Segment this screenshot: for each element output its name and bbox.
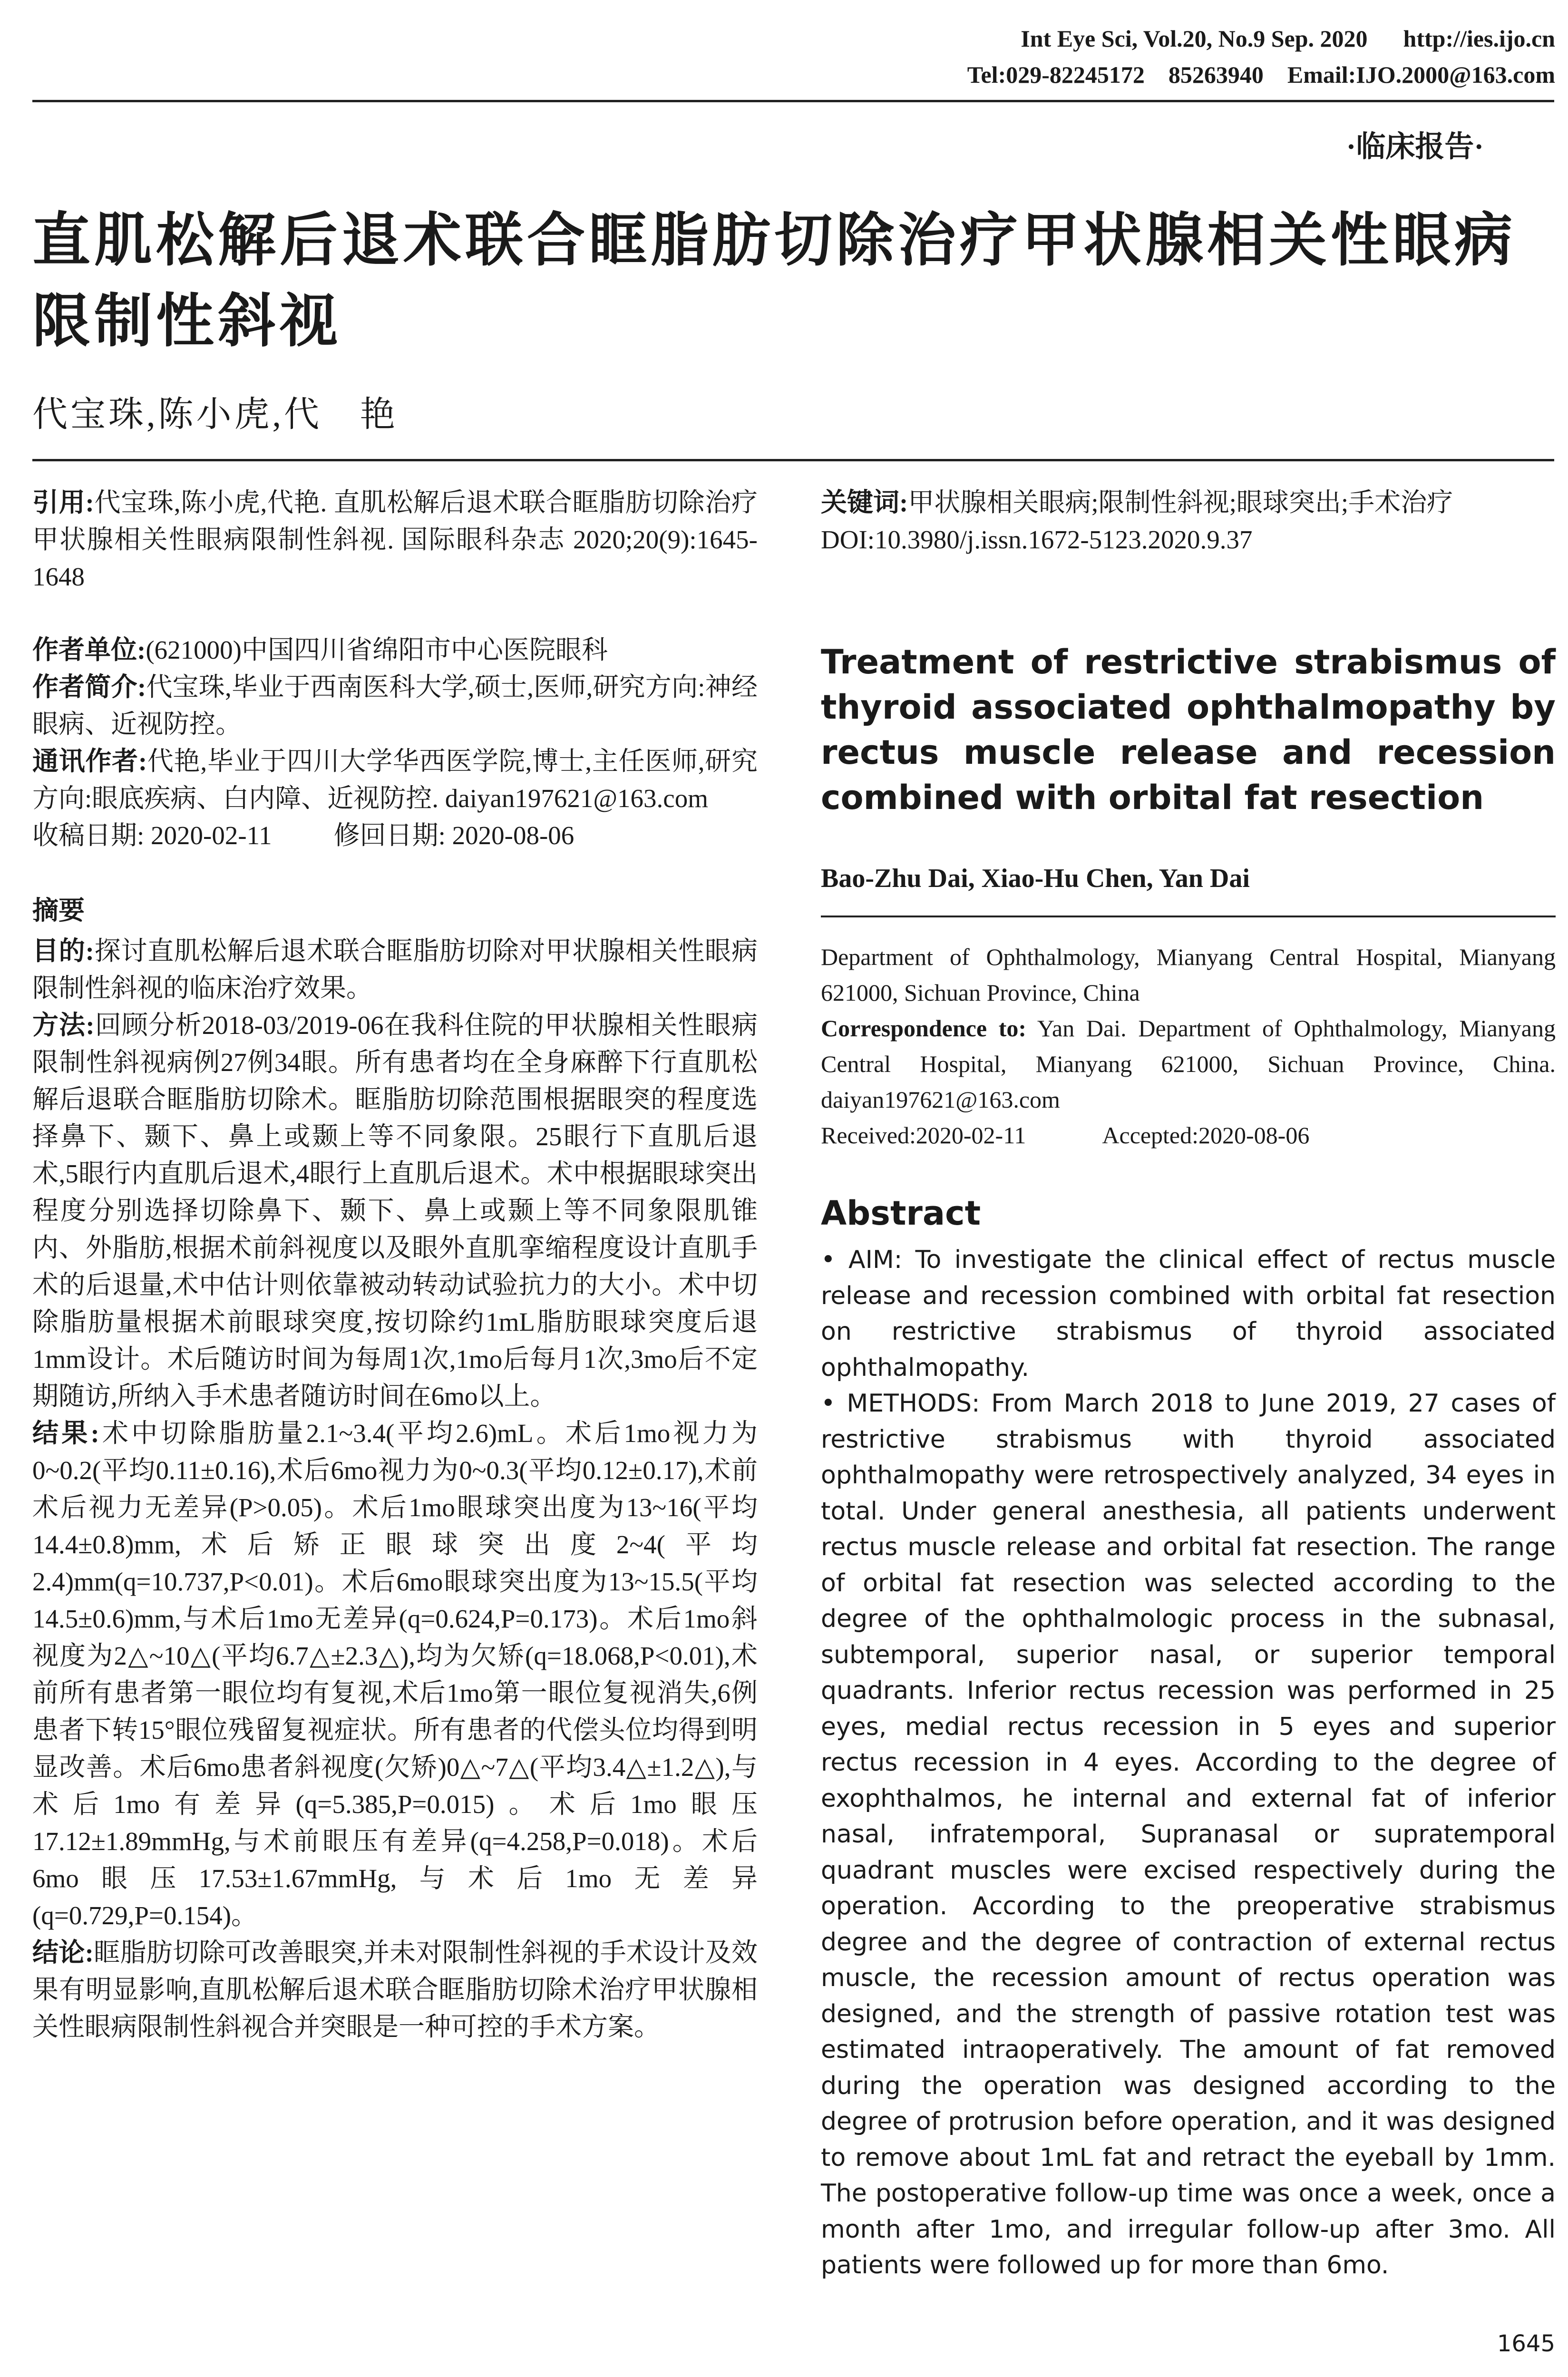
objective-text: 探讨直肌松解后退术联合眶脂肪切除对甲状腺相关性眼病限制性斜视的临床治疗效果。	[32, 936, 758, 1003]
unit-label: 作者单位:	[32, 635, 146, 664]
methods-label-en: • METHODS:	[821, 1389, 980, 1418]
methods-label-zh: 方法:	[32, 1011, 95, 1040]
keywords-block	[821, 484, 1556, 558]
article-title: 直肌松解后退术联合眶脂肪切除治疗甲状腺相关性眼病限制性斜视	[32, 206, 1516, 355]
conclusion-label-zh: 结论:	[32, 1938, 94, 1967]
citation-block	[32, 484, 758, 595]
keywords-text: 甲状腺相关眼病;限制性斜视;眼球突出;手术治疗	[908, 488, 1453, 517]
aim-text: To investigate the clinical effect of rectus muscle release and recession combined with orbital fat resection on restrictive strabismus of thyroid associated ophthalmopathy.	[821, 1246, 1556, 1382]
received-date: 收稿日期: 2020-02-11	[32, 821, 272, 850]
correspondence-label: Correspondence to:	[821, 1015, 1027, 1042]
accepted-date-en: Accepted:2020-08-06	[1102, 1122, 1310, 1149]
header-divider	[32, 100, 1554, 102]
journal-contact-line: Tel:029-82245172 85263940 Email:IJO.2000@163.com	[967, 61, 1555, 88]
english-title-line: thyroid associated ophthalmopathy by	[821, 688, 1556, 727]
chinese-abstract	[32, 892, 758, 2046]
unit-text: (621000)中国四川省绵阳市中心医院眼科	[146, 635, 608, 664]
english-affiliation-block	[821, 939, 1556, 1153]
author-info-block	[32, 632, 758, 854]
title-divider	[32, 459, 1554, 461]
citation-text: 代宝珠,陈小虎,代艳. 直肌松解后退术联合眶脂肪切除治疗甲状腺相关性眼病限制性斜视. 国际眼科杂志 2020;20(9):1645-1648	[32, 488, 758, 591]
methods-text-zh: 回顾分析2018-03/2019-06在我科住院的甲状腺相关性眼病限制性斜视病例27例34眼。所有患者均在全身麻醉下行直肌松解后退联合眶脂肪切除术。眶脂肪切除范围根据眼突的程度选择鼻下、颞下、鼻上或颞上等不同象限。25眼行下直肌后退术,5眼行内直肌后退术,4眼行上直肌后退术。术中根据眼球突出程度分别选择切除鼻下、颞下、鼻上或颞上等不同象限肌锥内、外脂肪,根据术前斜视度以及眼外直肌挛缩程度设计直肌手术的后退量,术中估计则依靠被动转动试验抗力的大小。术中切除脂肪量根据术前眼球突度,按切除约1mL脂肪眼球突度后退1mm设计。术后随访时间为每周1次,1mo后每月1次,3mo后不定期随访,所纳入手术患者随访时间在6mo以上。	[32, 1011, 758, 1411]
section-label: ·临床报告·	[1346, 131, 1484, 163]
english-authors-divider	[821, 916, 1556, 917]
english-title	[821, 640, 1556, 820]
results-label-zh: 结果:	[32, 1419, 99, 1448]
received-date-en: Received:2020-02-11	[821, 1122, 1026, 1149]
aim-label: • AIM:	[821, 1246, 903, 1274]
english-affiliation: Department of Ophthalmology, Mianyang Central Hospital, Mianyang 621000, Sichuan Province, China	[821, 944, 1556, 1006]
abstract-heading-zh: 摘要	[32, 895, 85, 925]
corresponding-text: 代艳,毕业于四川大学华西医学院,博士,主任医师,研究方向:眼底疾病、白内障、近视防控. daiyan197621@163.com	[32, 747, 758, 813]
conclusion-text-zh: 眶脂肪切除可改善眼突,并未对限制性斜视的手术设计及效果有明显影响,直肌松解后退术联合眶脂肪切除术治疗甲状腺相关性眼病限制性斜视合并突眼是一种可控的手术方案。	[32, 1938, 758, 2041]
corresponding-label: 通讯作者:	[32, 747, 147, 776]
english-title-line: combined with orbital fat resection	[821, 778, 1484, 817]
objective-label: 目的:	[32, 936, 94, 965]
doi: DOI:10.3980/j.issn.1672-5123.2020.9.37	[821, 525, 1253, 554]
correspondence-text: Yan Dai. Department of Ophthalmology, Mianyang Central Hospital, Mianyang 621000, Sichuan Province, China. daiyan197621@163.com	[821, 1015, 1556, 1113]
methods-text-en: From March 2018 to June 2019, 27 cases of restrictive strabismus with thyroid associated ophthalmopathy were retrospectively analyzed, 34 eyes in total. Under general anesthesia, all patients underwent rectus muscle release and orbital fat resection. The range of orbital fat resection was selected according to the degree of the ophthalmologic process in the subnasal, subtemporal, superior nasal, or superior temporal quadrants. Inferior rectus recession was performed in 25 eyes, medial rectus recession in 5 eyes and superior rectus recession in 4 eyes. According to the degree of exophthalmos, he internal and external fat of inferior nasal, infratemporal, Supranasal or supratemporal quadrant muscles were excised respectively during the operation. According to the preoperative strabismus degree and the degree of contraction of external rectus muscle, the recession amount of rectus operation was designed, and the strength of passive rotation test was estimated intraoperatively. The amount of fat removed during the operation was designed according to the degree of protrusion before operation, and it was designed to remove about 1mL fat and retract the eyeball by 1mm. The postoperative follow-up time was once a week, once a month after 1mo, and irregular follow-up after 3mo. All patients were followed up for more than 6mo.	[821, 1389, 1556, 2280]
citation-label: 引用:	[32, 488, 94, 517]
journal-info-line: Int Eye Sci, Vol.20, No.9 Sep. 2020 http://ies.ijo.cn	[1021, 25, 1555, 52]
english-abstract	[821, 1242, 1556, 2284]
keywords-label: 关键词:	[821, 488, 908, 517]
abstract-heading-en: Abstract	[821, 1194, 981, 1233]
bio-text: 代宝珠,毕业于西南医科大学,硕士,医师,研究方向:神经眼病、近视防控。	[32, 672, 758, 739]
english-authors: Bao-Zhu Dai, Xiao-Hu Chen, Yan Dai	[821, 864, 1250, 893]
author-list: 代宝珠,陈小虎,代 艳	[32, 395, 398, 434]
results-text-zh: 术中切除脂肪量2.1~3.4(平均2.6)mL。术后1mo视力为0~0.2(平均0.11±0.16),术后6mo视力为0~0.3(平均0.12±0.17),术前术后视力无差异(P>0.05)。术后1mo眼球突出度为13~16(平均14.4±0.8)mm,术后矫正眼球突出度2~4(平均2.4)mm(q=10.737,P<0.01)。术后6mo眼球突出度为13~15.5(平均14.5±0.6)mm,与术后1mo无差异(q=0.624,P=0.173)。术后1mo斜视度为2△~10△(平均6.7△±2.3△),均为欠矫(q=18.068,P<0.01),术前所有患者第一眼位均有复视,术后1mo第一眼位复视消失,6例患者下转15°眼位残留复视症状。所有患者的代偿头位均得到明显改善。术后6mo患者斜视度(欠矫)0△~7△(平均3.4△±1.2△),与术后1mo有差异(q=5.385,P=0.015)。术后1mo眼压17.12±1.89mmHg,与术前眼压有差异(q=4.258,P=0.018)。术后6mo眼压17.53±1.67mmHg,与术后1mo无差异(q=0.729,P=0.154)。	[32, 1419, 758, 1930]
english-title-line: rectus muscle release and recession	[821, 733, 1556, 772]
english-title-line: Treatment of restrictive strabismus of	[821, 643, 1556, 682]
page-number: 1645	[1497, 2330, 1555, 2357]
revised-date: 修回日期: 2020-08-06	[333, 821, 575, 850]
bio-label: 作者简介:	[32, 672, 146, 701]
